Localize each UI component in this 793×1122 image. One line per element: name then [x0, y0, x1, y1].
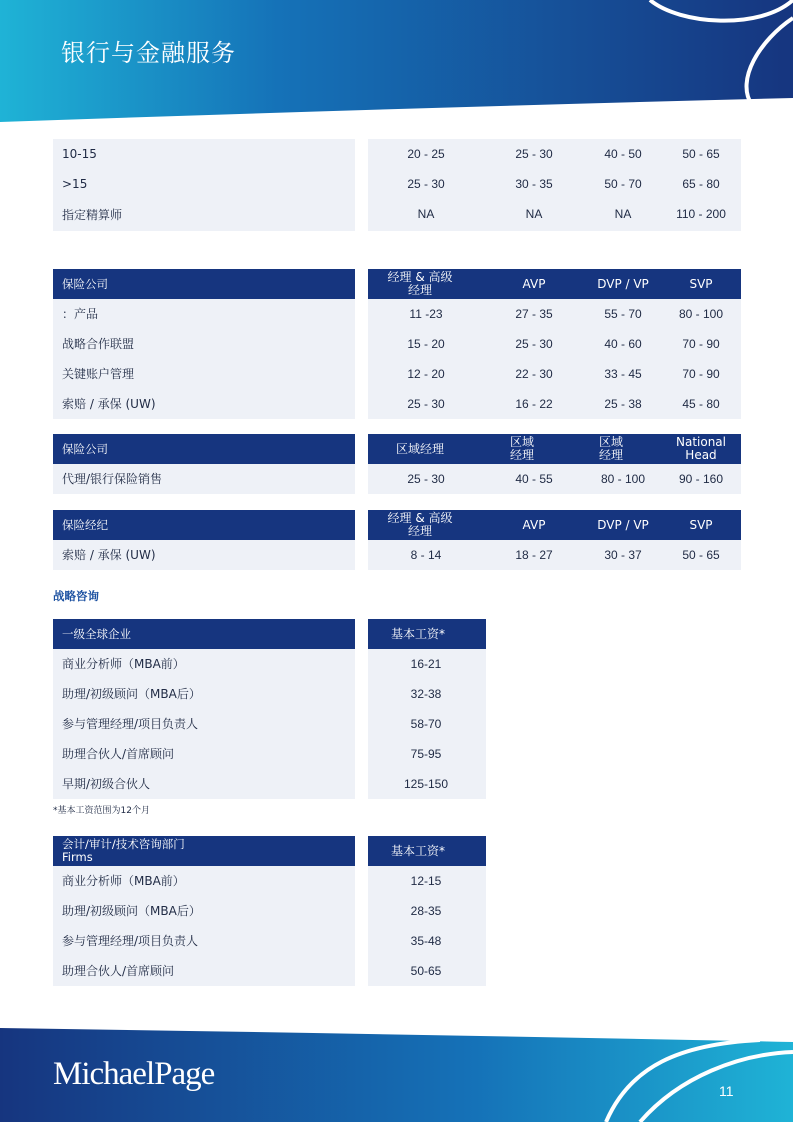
column-header: 经理 & 高级 经理: [387, 511, 453, 538]
row-label: 指定精算师: [62, 207, 123, 222]
cell: 45 - 80: [682, 397, 720, 411]
table-header-label-cell: [53, 836, 355, 866]
table-header-cols: [368, 269, 741, 299]
row-label: 助理合伙人/首席顾问: [62, 746, 175, 761]
cell: 30 - 35: [515, 177, 553, 191]
page-title: 银行与金融服务: [61, 39, 236, 67]
row-label: 参与管理经理/项目负责人: [62, 933, 199, 948]
cell: 25 - 38: [604, 397, 642, 411]
row-label: 代理/银行保险销售: [62, 471, 163, 486]
cell: 25 - 30: [407, 177, 445, 191]
cell: 55 - 70: [604, 307, 642, 321]
cell: NA: [525, 207, 543, 221]
cell: 25 - 30: [515, 147, 553, 161]
table-header-cols: [368, 619, 486, 649]
cell: 15 - 20: [407, 337, 445, 351]
row-label: 关键账户管理: [62, 366, 135, 381]
cell: 40 - 60: [604, 337, 642, 351]
cell: 35-48: [410, 934, 442, 948]
cell: 65 - 80: [682, 177, 720, 191]
column-header: 基本工资*: [390, 626, 445, 641]
cell: 32-38: [410, 687, 442, 701]
cell: 40 - 55: [515, 472, 553, 486]
cell: 27 - 35: [515, 307, 553, 321]
row-label: 助理合伙人/首席顾问: [62, 963, 175, 978]
column-header: 区域 经理: [598, 435, 623, 462]
column-header: AVP: [522, 276, 546, 291]
cell: 28-35: [410, 904, 442, 918]
cell: 16 - 22: [515, 397, 553, 411]
table-header-label-cell: [53, 619, 355, 649]
cell: 58-70: [410, 717, 442, 731]
cell: 30 - 37: [604, 548, 642, 562]
michael-page-logo: MichaelPage: [53, 1056, 215, 1092]
column-header: SVP: [689, 276, 713, 291]
cell: 80 - 100: [678, 307, 724, 321]
cell: 12-15: [410, 874, 442, 888]
cell: 33 - 45: [604, 367, 642, 381]
table-header-label: 会计/审计/技术咨询部门 Firms: [62, 837, 185, 864]
column-header: 区域 经理: [509, 435, 534, 462]
footnote: *基本工资范围为12个月: [53, 806, 150, 816]
page-number: 11: [719, 1083, 734, 1099]
cell: 125-150: [403, 777, 449, 791]
cell: NA: [614, 207, 632, 221]
cell: 20 - 25: [407, 147, 445, 161]
cell: 16-21: [410, 657, 442, 671]
cell: 50-65: [410, 964, 442, 978]
row-label: 商业分析师（MBA前）: [62, 873, 185, 888]
cell: 25 - 30: [407, 472, 445, 486]
header-banner: [0, 0, 793, 125]
row-label: 10-15: [62, 147, 97, 161]
cell: 50 - 65: [682, 548, 720, 562]
column-header: National Head: [675, 435, 726, 462]
row-label: ：产品: [62, 306, 99, 321]
cell: 50 - 65: [682, 147, 720, 161]
cell: 12 - 20: [407, 367, 445, 381]
cell: 50 - 70: [604, 177, 642, 191]
column-header: DVP / VP: [597, 276, 649, 291]
cell: 25 - 30: [407, 397, 445, 411]
table-header-cols: [368, 510, 741, 540]
cell: 8 - 14: [410, 548, 442, 562]
table-header-label: 保险公司: [62, 277, 108, 291]
column-header: SVP: [689, 517, 713, 532]
cell: 70 - 90: [682, 367, 720, 381]
row-label: 商业分析师（MBA前）: [62, 656, 185, 671]
section-title: 战略咨询: [53, 589, 99, 603]
cell: 18 - 27: [515, 548, 553, 562]
row-label: 参与管理经理/项目负责人: [62, 716, 199, 731]
column-header: 基本工资*: [390, 843, 445, 858]
row-label: >15: [62, 177, 88, 191]
cell: 90 - 160: [678, 472, 724, 486]
cell: NA: [417, 207, 435, 221]
table-header-label: 保险公司: [62, 442, 108, 456]
cell: 70 - 90: [682, 337, 720, 351]
cell: 80 - 100: [600, 472, 646, 486]
table-header-label: 一级全球企业: [62, 627, 131, 641]
cell: 75-95: [410, 747, 442, 761]
cell: 110 - 200: [676, 207, 726, 221]
row-label: 战略合作联盟: [62, 336, 135, 351]
row-label: 索赔 / 承保 (UW): [62, 547, 156, 562]
cell: 40 - 50: [604, 147, 642, 161]
table-header-label-cell: [53, 434, 355, 464]
cell: 22 - 30: [515, 367, 553, 381]
column-header: 区域经理: [395, 441, 444, 456]
table-header-cols: [368, 434, 741, 464]
cell: 11 -23: [409, 307, 443, 321]
column-header: 经理 & 高级 经理: [387, 270, 453, 297]
column-header: AVP: [522, 517, 546, 532]
table-header-label-cell: [53, 269, 355, 299]
column-header: DVP / VP: [597, 517, 649, 532]
row-label: 索赔 / 承保 (UW): [62, 396, 156, 411]
row-label: 早期/初级合伙人: [62, 776, 151, 791]
table-header-cols: [368, 836, 486, 866]
table-header-label: 保险经纪: [62, 518, 108, 532]
table-header-label-cell: [53, 510, 355, 540]
row-label: 助理/初级顾问（MBA后）: [62, 903, 201, 918]
row-label: 助理/初级顾问（MBA后）: [62, 686, 201, 701]
cell: 25 - 30: [515, 337, 553, 351]
